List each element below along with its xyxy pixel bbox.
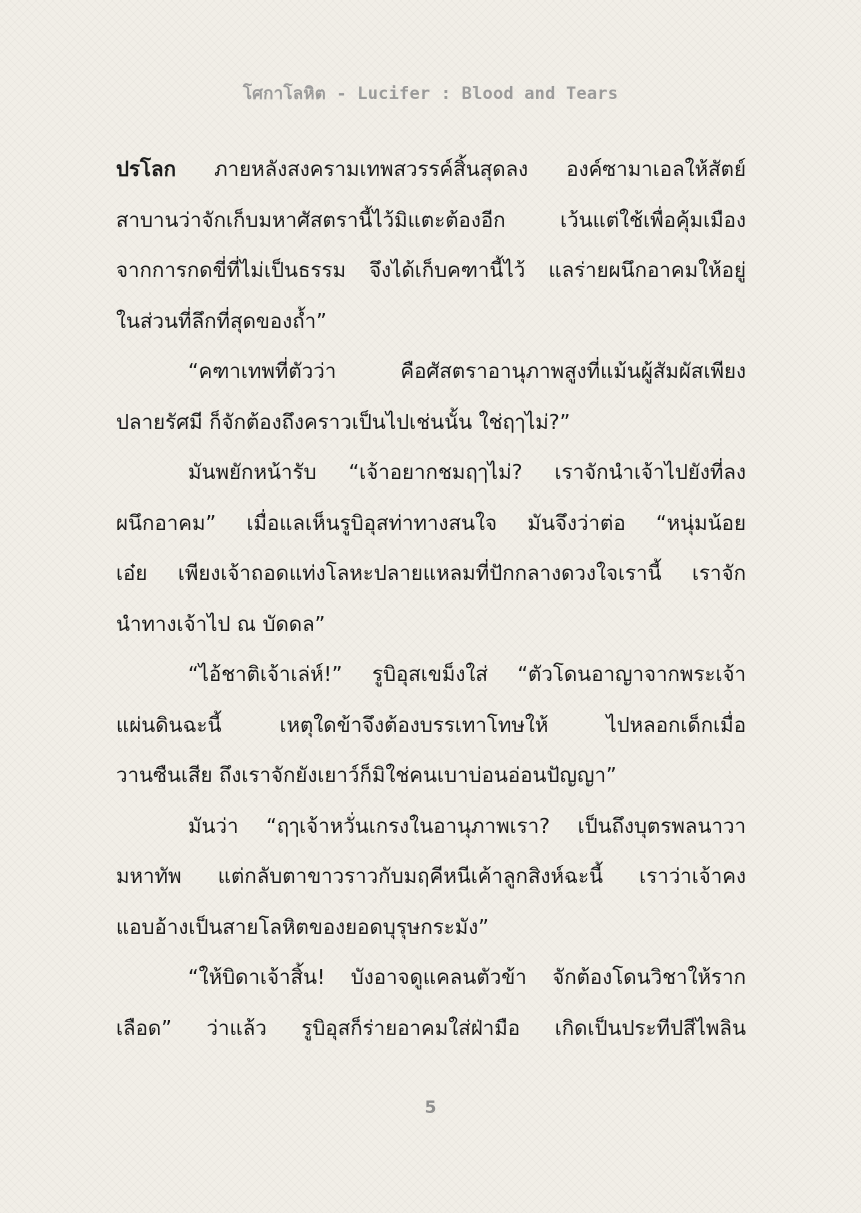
text-line: มันพยักหน้ารับ “เจ้าอยากชมฤๅไม่? เราจักนำเจ้าไปยังที่ลง <box>188 460 746 484</box>
text-line: เลือด” ว่าแล้ว รูบิอุสก็ร่ายอาคมใส่ฝ่ามือ เกิดเป็นประทีปสีไพลิน <box>116 1015 746 1040</box>
text-line: ปลายรัศมี ก็จักต้องถึงคราวเป็นไปเช่นนั้น ใช่ฤๅไม่?” <box>116 409 571 434</box>
bold-word: ปรโลก <box>116 157 177 181</box>
running-header: โศกาโลหิต - Lucifer : Blood and Tears <box>242 84 619 104</box>
text-line: “ไอ้ชาติเจ้าเล่ห์!” รูบิอุสเขม็งใส่ “ตัวโดนอาญาจากพระเจ้า <box>188 662 746 686</box>
text-line: แผ่นดินฉะนี้ เหตุใดข้าจึงต้องบรรเทาโทษให้ ไปหลอกเด็กเมื่อ <box>116 712 746 737</box>
page-number: 5 <box>424 1098 437 1118</box>
text-line-content: ภายหลังสงครามเทพสวรรค์สิ้นสุดลง องค์ซามาเอลให้สัตย์ <box>176 157 746 181</box>
text-line: วานซืนเสีย ถึงเราจักยังเยาว์ก็มิใช่คนเบาบ่อนอ่อนปัญญา” <box>116 763 617 787</box>
text-line: มันว่า “ฤๅเจ้าหวั่นเกรงในอานุภาพเรา? เป็นถึงบุตรพลนาวา <box>188 813 746 838</box>
text-line: มหาทัพ แต่กลับตาขาวราวกับมฤคีหนีเค้าลูกสิงห์ฉะนี้ เราว่าเจ้าคง <box>116 864 746 888</box>
text-line: สาบานว่าจักเก็บมหาศัสตรานี้ไว้มิแตะต้องอีก เว้นแต่ใช้เพื่อคุ้มเมือง <box>116 207 746 232</box>
text-line: ในส่วนที่ลึกที่สุดของถ้ำ” <box>116 308 327 333</box>
body-text <box>116 144 746 1053</box>
text-line: “คฑาเทพที่ตัวว่า คือศัสตราอานุภาพสูงที่แม้นผู้สัมผัสเพียง <box>188 359 746 383</box>
text-line: นำทางเจ้าไป ณ บัดดล” <box>116 611 326 636</box>
text-line <box>116 144 746 195</box>
text-line: แอบอ้างเป็นสายโลหิตของยอดบุรุษกระมัง” <box>116 914 489 939</box>
text-line: “ให้บิดาเจ้าสิ้น! บังอาจดูแคลนตัวข้า จักต้องโดนวิชาให้ราก <box>188 965 746 989</box>
text-line: ผนึกอาคม” เมื่อแลเห็นรูบิอุสท่าทางสนใจ มันจึงว่าต่อ “หนุ่มน้อย <box>116 510 746 535</box>
text-line: เอ๋ย เพียงเจ้าถอดแท่งโลหะปลายแหลมที่ปักกลางดวงใจเรานี้ เราจัก <box>116 561 746 585</box>
text-line: จากการกดขี่ที่ไม่เป็นธรรม จึงได้เก็บคฑานี้ไว้ แลร่ายผนึกอาคมให้อยู่ <box>116 258 746 282</box>
